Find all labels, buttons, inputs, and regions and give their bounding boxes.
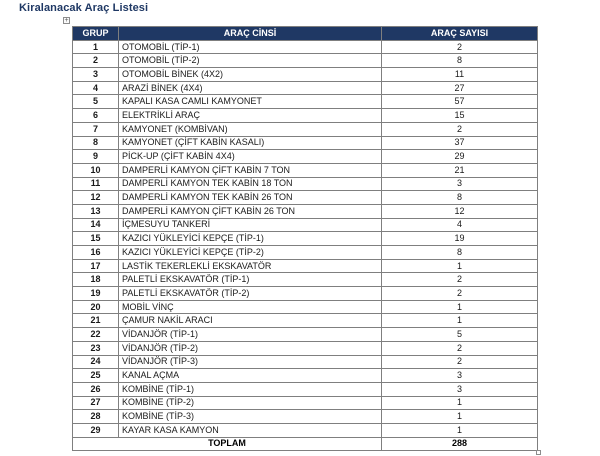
vehicle-count: 2: [382, 273, 538, 287]
group-number: 3: [73, 68, 119, 82]
vehicle-type: KAZICI YÜKLEYİCİ KEPÇE (TİP-1): [119, 232, 382, 246]
vehicle-count: 12: [382, 204, 538, 218]
table-row: [73, 81, 538, 95]
group-number: 4: [73, 81, 119, 95]
table-row: [73, 95, 538, 109]
group-number: 25: [73, 369, 119, 383]
vehicle-count: 1: [382, 314, 538, 328]
table-row: [73, 191, 538, 205]
vehicle-count: 3: [382, 382, 538, 396]
table-header-row: [73, 27, 538, 41]
table-row: [73, 40, 538, 54]
group-number: 20: [73, 300, 119, 314]
group-number: 12: [73, 191, 119, 205]
group-number: 24: [73, 355, 119, 369]
header-arac-cinsi: ARAÇ CİNSİ: [119, 27, 382, 41]
group-number: 27: [73, 396, 119, 410]
vehicle-type: VİDANJÖR (TİP-1): [119, 328, 382, 342]
vehicle-type: İÇMESUYU TANKERİ: [119, 218, 382, 232]
table-row: [73, 314, 538, 328]
group-number: 23: [73, 341, 119, 355]
group-number: 5: [73, 95, 119, 109]
vehicle-count: 1: [382, 396, 538, 410]
group-number: 8: [73, 136, 119, 150]
table-row: [73, 396, 538, 410]
vehicle-count: 1: [382, 259, 538, 273]
vehicle-count: 21: [382, 163, 538, 177]
vehicle-type: VİDANJÖR (TİP-2): [119, 341, 382, 355]
vehicle-count: 11: [382, 68, 538, 82]
vehicle-type: KOMBİNE (TİP-2): [119, 396, 382, 410]
vehicle-count: 29: [382, 150, 538, 164]
vehicle-type: DAMPERLİ KAMYON TEK KABİN 18 TON: [119, 177, 382, 191]
vehicle-type: KANAL AÇMA: [119, 369, 382, 383]
vehicle-count: 3: [382, 369, 538, 383]
vehicle-count: 8: [382, 54, 538, 68]
group-number: 15: [73, 232, 119, 246]
vehicle-type: PALETLİ EKSKAVATÖR (TİP-1): [119, 273, 382, 287]
table-row: [73, 341, 538, 355]
group-number: 29: [73, 423, 119, 437]
group-number: 7: [73, 122, 119, 136]
vehicle-type: LASTİK TEKERLEKLİ EKSKAVATÖR: [119, 259, 382, 273]
vehicle-count: 2: [382, 40, 538, 54]
vehicle-count: 8: [382, 191, 538, 205]
vehicle-type: VİDANJÖR (TİP-3): [119, 355, 382, 369]
vehicle-count: 15: [382, 109, 538, 123]
vehicle-type: PİCK-UP (ÇİFT KABİN 4X4): [119, 150, 382, 164]
table-row: [73, 232, 538, 246]
group-number: 18: [73, 273, 119, 287]
table-row: [73, 204, 538, 218]
vehicle-count: 3: [382, 177, 538, 191]
vehicle-type: OTOMOBİL BİNEK (4X2): [119, 68, 382, 82]
header-arac-sayisi: ARAÇ SAYISI: [382, 27, 538, 41]
vehicle-count: 19: [382, 232, 538, 246]
vehicle-type: ÇAMUR NAKİL ARACI: [119, 314, 382, 328]
group-number: 16: [73, 246, 119, 260]
group-number: 1: [73, 40, 119, 54]
group-number: 22: [73, 328, 119, 342]
table-row: [73, 287, 538, 301]
vehicle-count: 57: [382, 95, 538, 109]
table-row: [73, 423, 538, 437]
vehicle-count: 2: [382, 341, 538, 355]
group-number: 6: [73, 109, 119, 123]
table-row: [73, 218, 538, 232]
group-number: 19: [73, 287, 119, 301]
vehicle-type: OTOMOBİL (TİP-1): [119, 40, 382, 54]
table-row: [73, 109, 538, 123]
group-number: 21: [73, 314, 119, 328]
group-number: 17: [73, 259, 119, 273]
vehicle-type: DAMPERLİ KAMYON ÇİFT KABİN 7 TON: [119, 163, 382, 177]
vehicle-count: 37: [382, 136, 538, 150]
vehicle-type: ARAZİ BİNEK (4X4): [119, 81, 382, 95]
group-number: 13: [73, 204, 119, 218]
table-move-handle-icon[interactable]: +: [64, 17, 69, 24]
vehicle-type: MOBİL VİNÇ: [119, 300, 382, 314]
vehicle-count: 8: [382, 246, 538, 260]
table-resize-handle-icon[interactable]: [536, 450, 541, 455]
vehicle-count: 1: [382, 423, 538, 437]
vehicle-type: KAPALI KASA CAMLI KAMYONET: [119, 95, 382, 109]
vehicle-count: 4: [382, 218, 538, 232]
vehicle-count: 2: [382, 355, 538, 369]
vehicle-type: DAMPERLİ KAMYON TEK KABİN 26 TON: [119, 191, 382, 205]
vehicle-table: [72, 26, 538, 451]
group-number: 2: [73, 54, 119, 68]
table-row: [73, 163, 538, 177]
table-row: [73, 300, 538, 314]
group-number: 14: [73, 218, 119, 232]
vehicle-type: KAMYONET (ÇİFT KABİN KASALI): [119, 136, 382, 150]
vehicle-type: PALETLİ EKSKAVATÖR (TİP-2): [119, 287, 382, 301]
vehicle-type: DAMPERLİ KAMYON ÇİFT KABİN 26 TON: [119, 204, 382, 218]
vehicle-count: 5: [382, 328, 538, 342]
table-row: [73, 369, 538, 383]
header-grup: GRUP: [73, 27, 119, 41]
group-number: 10: [73, 163, 119, 177]
table-row: [73, 410, 538, 424]
group-number: 9: [73, 150, 119, 164]
vehicle-count: 2: [382, 122, 538, 136]
vehicle-type: KAZICI YÜKLEYİCİ KEPÇE (TİP-2): [119, 246, 382, 260]
group-number: 26: [73, 382, 119, 396]
page-title: Kiralanacak Araç Listesi: [19, 2, 149, 14]
vehicle-type: KOMBİNE (TİP-1): [119, 382, 382, 396]
vehicle-type: KAMYONET (KOMBİVAN): [119, 122, 382, 136]
table-row: [73, 177, 538, 191]
vehicle-count: 1: [382, 410, 538, 424]
table-total-row: [73, 437, 538, 451]
vehicle-type: KOMBİNE (TİP-3): [119, 410, 382, 424]
vehicle-count: 1: [382, 300, 538, 314]
table-row: [73, 122, 538, 136]
table-row: [73, 136, 538, 150]
table-row: [73, 259, 538, 273]
group-number: 11: [73, 177, 119, 191]
table-row: [73, 68, 538, 82]
table-row: [73, 273, 538, 287]
group-number: 28: [73, 410, 119, 424]
table-row: [73, 382, 538, 396]
vehicle-type: OTOMOBİL (TİP-2): [119, 54, 382, 68]
vehicle-count: 27: [382, 81, 538, 95]
total-label: TOPLAM: [73, 437, 382, 451]
table-row: [73, 328, 538, 342]
vehicle-type: ELEKTRİKLİ ARAÇ: [119, 109, 382, 123]
table-row: [73, 246, 538, 260]
vehicle-count: 2: [382, 287, 538, 301]
vehicle-type: KAYAR KASA KAMYON: [119, 423, 382, 437]
table-row: [73, 355, 538, 369]
total-value: 288: [382, 437, 538, 451]
table-row: [73, 150, 538, 164]
table-row: [73, 54, 538, 68]
